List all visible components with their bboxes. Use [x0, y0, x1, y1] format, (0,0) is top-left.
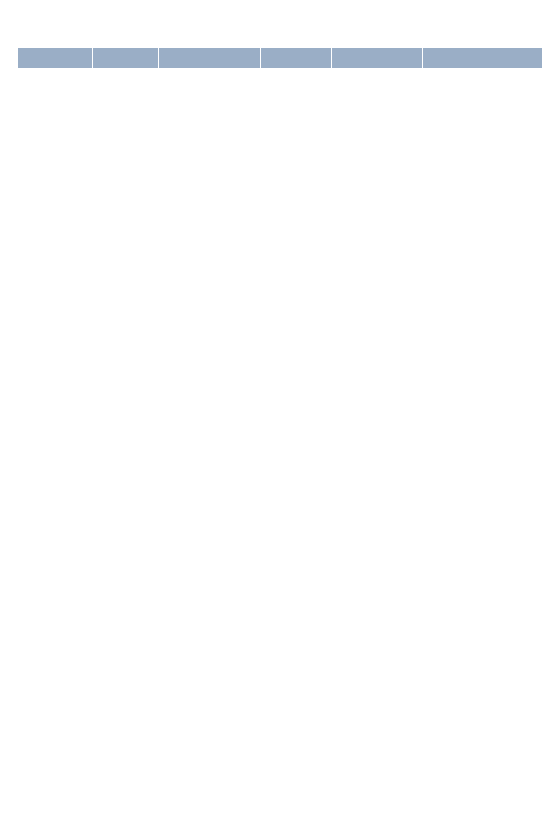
header-start-date — [332, 48, 422, 68]
header-campus — [261, 48, 331, 68]
flag-stripe-black — [40, 392, 74, 403]
german-flag-icon — [40, 392, 74, 426]
flag-stripe-gold — [40, 415, 74, 426]
header-stage — [93, 48, 158, 68]
header-class-type — [159, 48, 260, 68]
header-class-time — [423, 48, 542, 68]
header-language — [18, 48, 92, 68]
flag-stripe-red — [40, 403, 74, 414]
